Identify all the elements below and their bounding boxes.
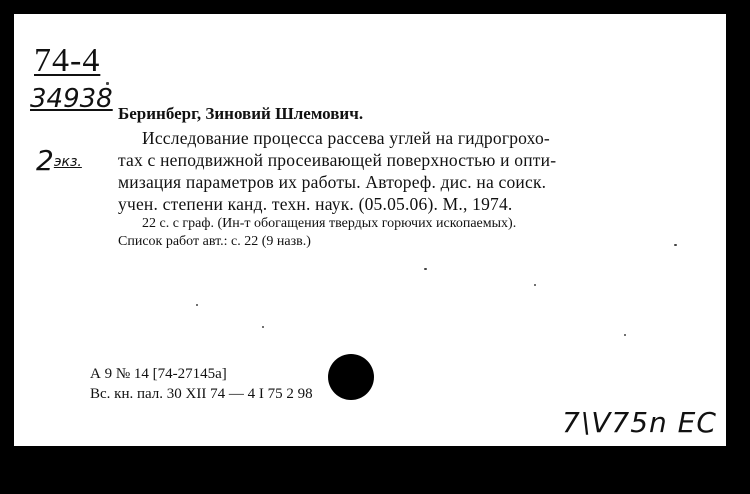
speck	[624, 334, 626, 336]
description-line: мизация параметров их работы. Автореф. дис. на соиск.	[118, 172, 547, 192]
copies-count: 2	[36, 144, 54, 177]
description-line: учен. степени канд. техн. наук. (05.05.06). М., 1974.	[118, 194, 513, 214]
catalog-card	[14, 14, 726, 446]
speck	[196, 304, 198, 306]
handwritten-code: 7\V75n ЕС	[562, 406, 717, 439]
speck	[534, 284, 536, 286]
notes-line: 22 с. с граф. (Ин-т обогащения твердых горючих ископаемых).	[142, 216, 517, 231]
call-number: 74-4	[34, 42, 101, 79]
speck	[262, 326, 264, 328]
bibliographic-line: Вс. кн. пал. 30 XII 74 — 4 I 75 2 98	[90, 386, 313, 402]
accession-number: 34938	[30, 84, 113, 114]
copies-suffix: экз.	[53, 154, 82, 170]
speck	[674, 244, 677, 246]
speck	[424, 268, 427, 270]
author-heading: Беринберг, Зиновий Шлемович.	[118, 104, 364, 123]
punch-hole	[328, 354, 374, 400]
description-line: тах с неподвижной просеивающей поверхностью и опти-	[118, 150, 557, 170]
bibliographic-line: А 9 № 14 [74-27145а]	[90, 366, 227, 382]
notes-line: Список работ авт.: с. 22 (9 назв.)	[118, 234, 311, 249]
copies-mark	[36, 144, 82, 177]
description-line: Исследование процесса рассева углей на гидрогрохо-	[142, 128, 550, 148]
